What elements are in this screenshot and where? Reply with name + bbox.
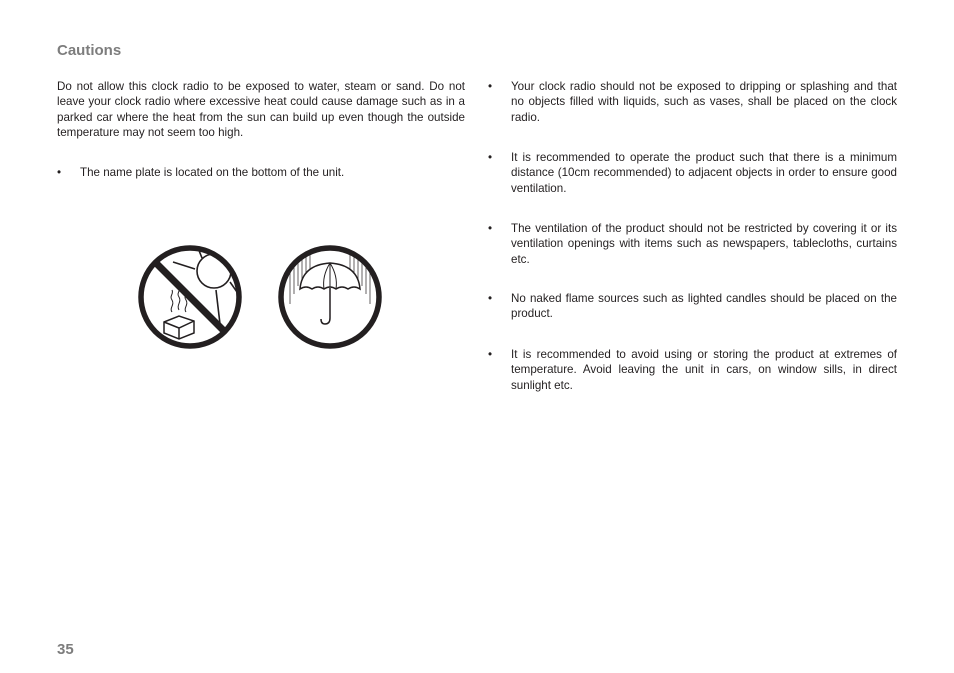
bullet-marker: • <box>57 166 62 179</box>
section-title: Cautions <box>57 42 122 59</box>
list-item-text: No naked flame sources such as lighted candles should be placed on the product. <box>511 292 897 321</box>
bullet-marker: • <box>488 292 493 305</box>
bullet-marker: • <box>488 151 493 164</box>
bullet-marker: • <box>488 222 493 235</box>
umbrella-rain-icon <box>281 244 379 346</box>
intro-paragraph: Do not allow this clock radio to be exposed to water, steam or sand. Do not leave your clock radio where excessive heat could cause damage such as in a parked car where the heat from the sun can build up even though the outside temperature may not seem too high. <box>57 80 465 139</box>
list-item-text: It is recommended to operate the product such that there is a minimum distance (10cm recommended) to adjacent objects in order to ensure good ventilation. <box>511 151 897 195</box>
bullet-marker: • <box>488 80 493 93</box>
bullet-marker: • <box>488 348 493 361</box>
list-item-text: The name plate is located on the bottom of the unit. <box>80 166 345 179</box>
list-item-text: It is recommended to avoid using or storing the product at extremes of temperature. Avoid leaving the unit in cars, on window sills, in direct sunlight etc. <box>511 348 897 392</box>
list-item-text: Your clock radio should not be exposed to dripping or splashing and that no objects filled with liquids, such as vases, shall be placed on the clock radio. <box>511 80 897 124</box>
warning-icons <box>136 242 386 352</box>
page-number: 35 <box>57 641 74 658</box>
list-item-text: The ventilation of the product should not be restricted by covering it or its ventilation openings with items such as newspapers, tablecloths, curtains etc. <box>511 222 897 266</box>
no-heat-sun-icon <box>141 242 248 346</box>
